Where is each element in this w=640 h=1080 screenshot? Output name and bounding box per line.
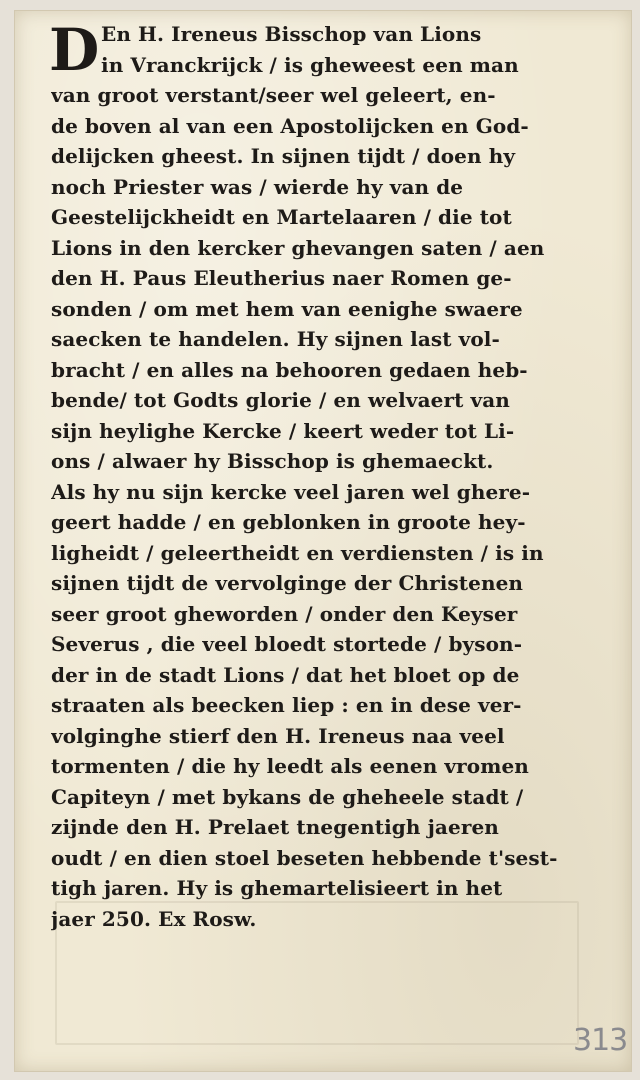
page-number: 313 <box>573 1023 628 1058</box>
text-line: volginghe stierf den H. Ireneus naa veel <box>51 723 505 748</box>
text-line: van groot verstant/seer wel geleert, en- <box>51 83 496 107</box>
text-line: delijcken gheest. In sijnen tijdt / doen hy <box>51 144 516 168</box>
text-line: Als hy nu sijn kercke veel jaren wel ghere- <box>51 479 531 504</box>
text-line: in Vranckrijck / is gheweest een man <box>101 52 519 77</box>
text-line: oudt / en dien stoel beseten hebbende t'sest- <box>51 845 558 870</box>
text-line: ons / alwaer hy Bisschop is ghemaeckt. <box>51 449 494 473</box>
text-line: sijnen tijdt de vervolginge der Christenen <box>51 571 524 595</box>
text-line: tormenten / die hy leedt als eenen vromen <box>51 754 529 778</box>
text-line: tigh jaren. Hy is ghemartelisieert in het <box>51 876 503 900</box>
text-line: Geestelijckheidt en Martelaaren / die tot <box>51 205 512 229</box>
text-line: En H. Ireneus Bisschop van Lions <box>101 22 482 46</box>
text-line: bracht / en alles na behooren gedaen heb- <box>51 357 528 382</box>
text-line: seer groot gheworden / onder den Keyser <box>51 601 518 626</box>
text-line: sonden / om met hem van eenighe swaere <box>51 296 523 321</box>
text-line: ligheidt / geleertheidt en verdiensten / is in <box>51 540 544 565</box>
text-line: noch Priester was / wierde hy van de <box>51 174 464 199</box>
text-line: jaer 250. Ex Rosw. <box>51 906 257 931</box>
text-line: straaten als beecken liep : en in dese ver- <box>51 693 522 717</box>
text-line: sijn heylighe Kercke / keert weder tot Li- <box>51 418 515 443</box>
text-line: Severus , die veel bloedt stortede / byson- <box>51 632 523 656</box>
drop-cap: D <box>49 16 100 84</box>
text-line: zijnde den H. Prelaet tnegentigh jaeren <box>51 815 499 839</box>
text-line: de boven al van een Apostolijcken en God- <box>51 113 529 138</box>
text-line: saecken te handelen. Hy sijnen last vol- <box>51 327 500 351</box>
body-text <box>49 16 617 934</box>
text-line: der in de stadt Lions / dat het bloet op de <box>51 662 520 687</box>
text-lines <box>49 16 617 934</box>
text-line: geert hadde / en geblonken in groote hey- <box>51 510 526 534</box>
text-line: den H. Paus Eleutherius naer Romen ge- <box>51 266 512 290</box>
text-line: Lions in den kercker ghevangen saten / aen <box>51 235 545 260</box>
text-line: Capiteyn / met bykans de gheheele stadt / <box>51 784 524 809</box>
text-line: bende/ tot Godts glorie / en welvaert van <box>51 388 510 412</box>
document-page <box>14 10 632 1072</box>
